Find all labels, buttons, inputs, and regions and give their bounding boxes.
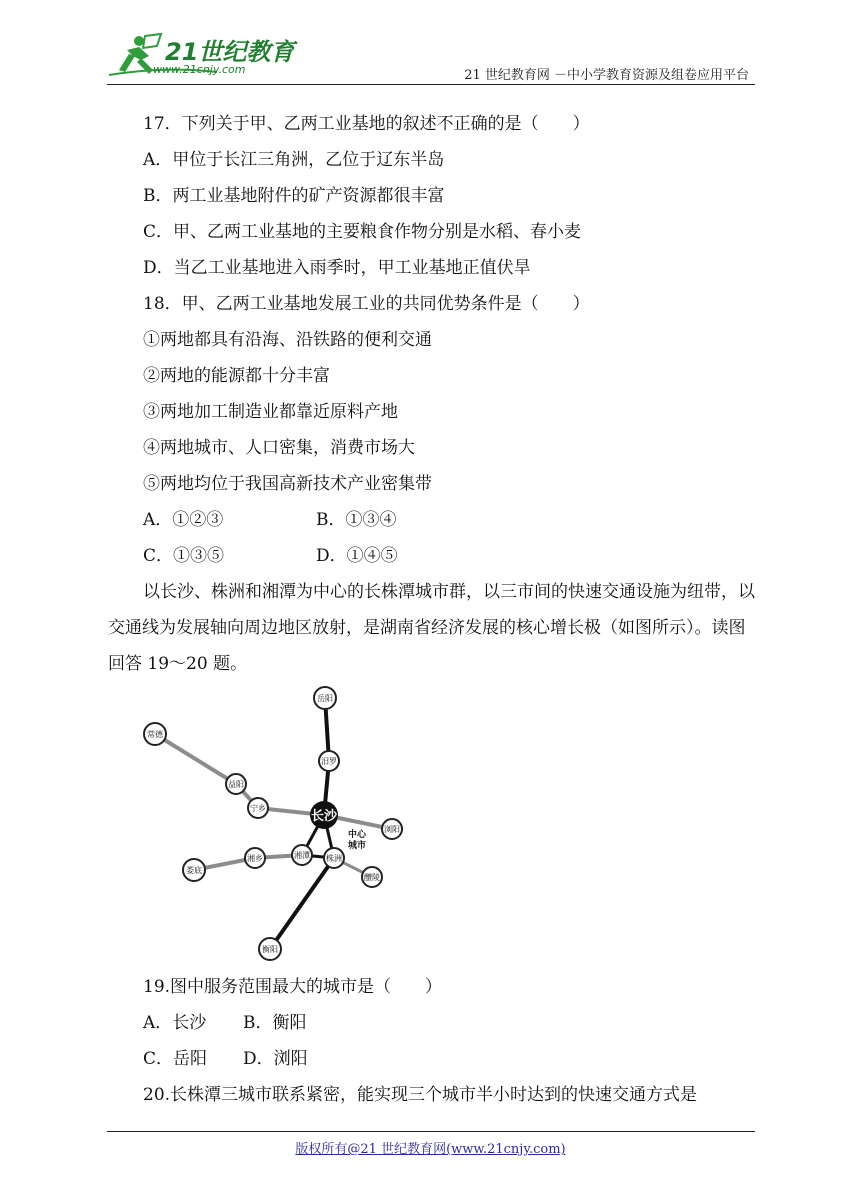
q20-stem: 20.长株潭三城市联系紧密，能实现三个城市半小时达到的快速交通方式是 [143,1085,698,1105]
label-changsha: 长沙 [310,809,338,824]
q17-option-a: A．甲位于长江三角洲，乙位于辽东半岛 [143,150,445,170]
label-changde: 常德 [147,730,163,739]
center-label-line1: 中心 [348,830,367,840]
label-liling: 醴陵 [364,873,380,882]
label-xiangtan: 湘潭 [294,851,310,860]
label-loudi: 娄底 [186,866,202,875]
intro-paragraph: 以长沙、株洲和湘潭为中心的长株潭城市群，以三市间的快速交通设施为纽带，以交通线为发展轴向周边地区放射，是湖南省经济发展的核心增长极（如图所示）。读图回答 19～20 题。 [108,582,755,674]
q18-option-a: A．①②③ [143,510,224,530]
link-zhuzhou-hengyang [270,858,334,949]
q18-statement-1: ①两地都具有沿海、沿铁路的便利交通 [143,330,432,350]
q18-statement-2: ②两地的能源都十分丰富 [143,366,330,386]
q18-statement-4: ④两地城市、人口密集，消费市场大 [143,438,415,458]
q17-option-b: B．两工业基地附件的矿产资源都很丰富 [143,186,445,206]
label-liuyang: 浏阳 [384,825,400,834]
q18-option-d: D．①④⑤ [316,546,398,566]
site-logo [105,30,305,82]
label-zhuzhou: 株洲 [326,854,342,863]
q17-stem: 17．下列关于甲、乙两工业基地的叙述不正确的是（ ） [143,114,590,134]
q19-stem: 19.图中服务范围最大的城市是（ ） [143,977,443,997]
label-ningxiang: 宁乡 [250,804,266,813]
label-miluo: 汨罗 [321,757,337,766]
q19-option-d: D．浏阳 [243,1049,308,1069]
header-divider [107,84,755,85]
q18-statement-3: ③两地加工制造业都靠近原料产地 [143,402,398,422]
q18-statement-5: ⑤两地均位于我国高新技术产业密集带 [143,474,432,494]
q19-option-a: A．长沙 [143,1013,207,1033]
q17-option-d: D．当乙工业基地进入雨季时，甲工业基地正值伏旱 [143,258,531,278]
label-hengyang: 衡阳 [262,945,278,954]
q18-stem: 18．甲、乙两工业基地发展工业的共同优势条件是（ ） [143,294,590,314]
q19-option-c: C．岳阳 [143,1049,208,1069]
logo-url: www.21cnjy.com [153,63,246,76]
q17-option-c: C．甲、乙两工业基地的主要粮食作物分别是水稻、春小麦 [143,222,582,242]
footer-divider [107,1131,755,1132]
footer-link[interactable]: 版权所有@21 世纪教育网(www.21cnjy.com) [295,1142,566,1157]
q18-option-b: B．①③④ [316,510,397,530]
center-label-line2: 城市 [348,841,367,851]
link-changde-yiyang [155,734,236,784]
site-title: 21 世纪教育网 －中小学教育资源及组卷应用平台 [464,68,749,83]
label-yiyang: 益阳 [228,780,244,789]
logo-text: 21世纪教育 [165,38,295,66]
q18-option-c: C．①③⑤ [143,546,225,566]
city-cluster-map [130,684,430,962]
label-yueyang: 岳阳 [317,694,333,703]
q19-option-b: B．衡阳 [243,1013,307,1033]
footer-copyright[interactable] [0,1138,861,1157]
label-xiangxiang: 湘乡 [247,854,263,863]
